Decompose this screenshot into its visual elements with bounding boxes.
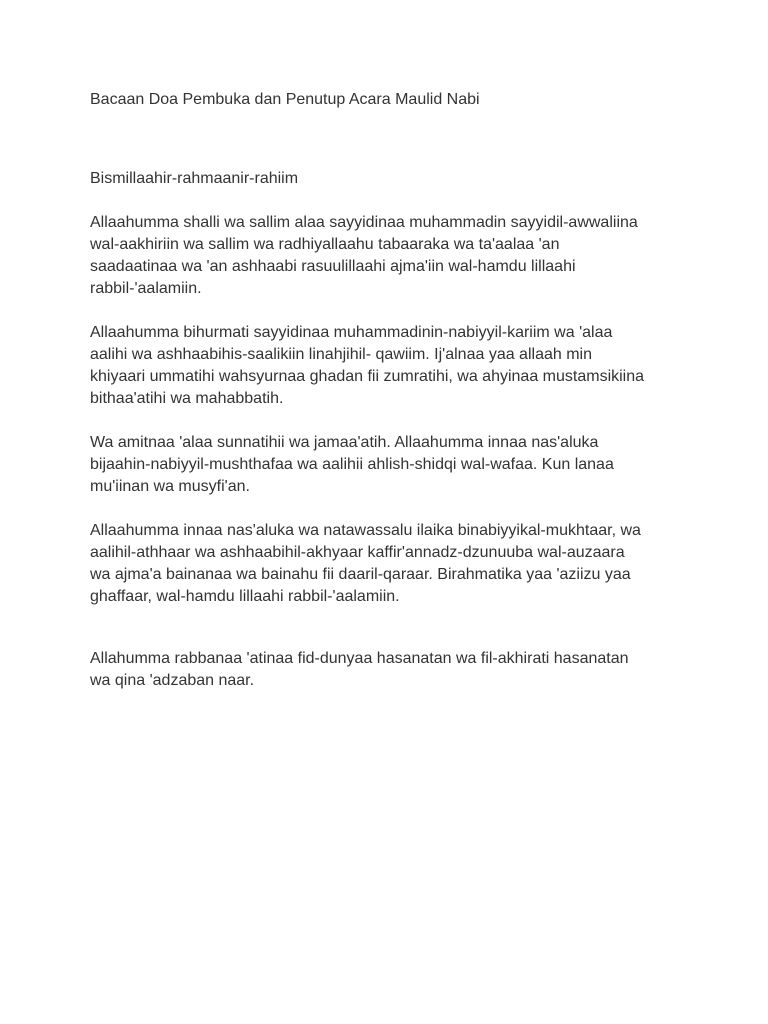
paragraph-4: Allaahumma innaa nas'aluka wa natawassalu ilaika binabiyyikal-mukhtaar, wa aalihil-athhaar wa ashhaabihil-akhyaar kaffir'annadz-dzunuuba wal-auzaara wa ajma'a bainanaa wa bainahu fii daaril-qaraar. Birahmatika yaa 'aziizu yaa ghaffaar, wal-hamdu lillaahi rabbil-'aalamiin. bbox=[90, 522, 641, 605]
paragraph-2: Allaahumma bihurmati sayyidinaa muhammadinin-nabiyyil-kariim wa 'alaa aalihi wa ashhaabihis-saalikiin linahjihil- qawiim. Ij'alnaa yaa allaah min khiyaari ummatihi wahsyurnaa ghadan fii zumratihi, wa ahyinaa mustamsikiina bithaa'atihi wa mahabbatih. bbox=[90, 324, 645, 407]
paragraph-3: Wa amitnaa 'alaa sunnatihii wa jamaa'atih. Allaahumma innaa nas'aluka bijaahin-nabiyyil-mushthafaa wa aalihii ahlish-shidqi wal-wafaa. Kun lanaa mu'iinan wa musyfi'an. bbox=[90, 434, 614, 495]
paragraph-1: Allaahumma shalli wa sallim alaa sayyidinaa muhammadin sayyidil-awwaliina wal-aakhiriin wa sallim wa radhiyallaahu tabaaraka wa ta'aalaa 'an saadaatinaa wa 'an ashhaabi rasuulillaahi ajma'iin wal-hamdu lillaahi rabbil-'aalamiin. bbox=[90, 214, 638, 297]
document-page bbox=[90, 89, 690, 692]
paragraph-basmalah: Bismillaahir-rahmaanir-rahiim bbox=[90, 170, 299, 187]
paragraph-5: Allahumma rabbanaa 'atinaa fid-dunyaa hasanatan wa fil-akhirati hasanatan wa qina 'adzaban naar. bbox=[90, 650, 629, 689]
document-title: Bacaan Doa Pembuka dan Penutup Acara Maulid Nabi bbox=[90, 91, 480, 108]
